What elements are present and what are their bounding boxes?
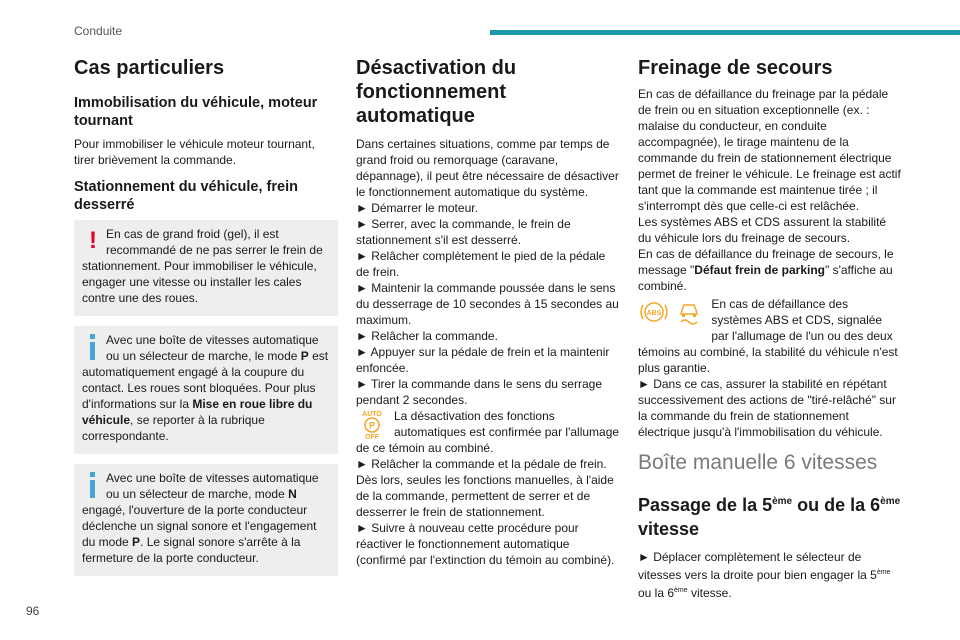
column-freinage-secours [638, 56, 902, 601]
message-label: Défaut frein de parking [694, 263, 825, 277]
abs-cds-note [638, 296, 902, 376]
step: ► Tirer la commande dans le sens du serrage pendant 2 secondes. [356, 377, 602, 407]
intro-paragraph: Dans certaines situations, comme par temps de grand froid ou remorquage (caravane, dépannage), il peut être nécessaire de désactiver le fonctionnement automatique du système. [356, 137, 619, 199]
paragraph-text: " s'affiche au combiné. [638, 263, 893, 293]
step-text: vitesse. [687, 586, 732, 600]
title-part: ou de la 6 [792, 495, 881, 515]
section-heading: Boîte manuelle 6 vitesses [638, 451, 878, 474]
info-text: engagé, l'ouverture de la porte conducteur déclenche un signal sonore et l'engagement du mode [82, 503, 317, 549]
warning-text: En cas de grand froid (gel), il est recommandé de ne pas serrer le frein de stationnement. Pour immobiliser le véhicule, engager une vitesse ou installer les cales contre une des roues. [82, 227, 323, 305]
cds-warning-icon [673, 296, 705, 328]
svg-text:AUTO: AUTO [362, 411, 382, 418]
mode-label: P [132, 535, 141, 549]
title-part: Passage de la 5 [638, 495, 773, 515]
info-text: . Le signal sonore s'arrête à la fermeture de la porte conducteur. [82, 535, 301, 565]
step: ► Démarrer le moteur. [356, 201, 478, 215]
section-title: Cas particuliers [74, 57, 225, 79]
section-title: Freinage de secours [638, 57, 833, 79]
info-icon [82, 332, 104, 364]
subheading-immobilisation: Immobilisation du véhicule, moteur tournant [74, 95, 318, 129]
superscript: ème [880, 496, 901, 507]
subsection-title [638, 490, 902, 541]
step: ► Relâcher la commande. [356, 329, 498, 343]
title-part: vitesse [638, 519, 700, 539]
header-accent-bar [490, 30, 960, 35]
step: ► Relâcher complètement le pied de la pédale de frein. [356, 249, 606, 279]
info-text: est automatiquement engagé à la coupure du contact. Les roues sont bloquées. Pour plus d'informations sur la [82, 349, 329, 411]
svg-text:OFF: OFF [365, 434, 379, 440]
superscript: ème [876, 569, 891, 576]
paragraph: Les systèmes ABS et CDS assurent la stabilité du véhicule lors du freinage de secours. [638, 215, 887, 245]
note-text: En cas de défaillance des systèmes ABS et CDS, signalée par l'allumage de l'un ou des deux témoins au combiné, la stabilité du véhicule n'est plus garantie. [638, 297, 898, 375]
superscript: ème [772, 496, 793, 507]
column-cas-particuliers [74, 56, 338, 586]
step-text: ► Déplacer complètement le sélecteur de vitesses vers la droite pour bien engager la 5 [638, 550, 877, 582]
exclamation-icon: ! [89, 227, 97, 254]
section-title: Désactivation du fonctionnement automatique [356, 57, 517, 127]
paragraph-text: En cas de défaillance du freinage de secours, le message " [638, 247, 894, 277]
superscript: ème [674, 587, 688, 594]
page-number: 96 [26, 604, 40, 618]
paragraph: En cas de défaillance du freinage par la pédale de frein ou en situation exceptionnelle (ex. : malaise du conducteur, en conduite accompagnée), le tirage maintenu de la commande du frein de stationnement électrique permet de freiner le véhicule. Le freinage est actif tant que la commande est maintenue tirée ; il s'interrompt dès que celle-ci est relâchée. [638, 87, 901, 213]
info-box-mode-p [74, 326, 338, 454]
info-icon [82, 470, 104, 502]
info-text: , se reporter à la rubrique correspondante. [82, 413, 265, 443]
info-text: Avec une boîte de vitesses automatique ou un sélecteur de marche, mode [106, 471, 319, 501]
info-text: Avec une boîte de vitesses automatique ou un sélecteur de marche, le mode [106, 333, 319, 363]
cross-reference: Mise en roue libre du véhicule [82, 397, 313, 427]
running-header: Conduite [74, 24, 123, 38]
note-text: La désactivation des fonctions automatiques est confirmée par l'allumage de ce témoin au combiné. [356, 409, 620, 455]
paragraph [638, 246, 902, 294]
auto-off-warning-icon [356, 408, 388, 440]
step: ► Suivre à nouveau cette procédure pour réactiver le fonctionnement automatique (confirmé par l'extinction du témoin au combiné). [356, 521, 615, 567]
step: ► Appuyer sur la pédale de frein et la maintenir enfoncée. [356, 345, 610, 375]
paragraph: Dès lors, seules les fonctions manuelles, à l'aide de la commande, permettent de serrer et de desserrer le frein de stationnement. [356, 473, 614, 519]
step: ► Maintenir la commande poussée dans le sens du desserrage de 10 secondes à 15 secondes au maximum. [356, 281, 619, 327]
step-text: ou la 6 [638, 586, 675, 600]
paragraph-immobilisation: Pour immobiliser le véhicule moteur tournant, tirer brièvement la commande. [74, 137, 315, 167]
subheading-stationnement: Stationnement du véhicule, frein desserré [74, 179, 298, 213]
mode-label: N [288, 487, 297, 501]
step: ► Serrer, avec la commande, le frein de stationnement s'il est desserré. [356, 217, 571, 247]
auto-off-note [356, 408, 620, 456]
step [638, 549, 902, 601]
step: ► Dans ce cas, assurer la stabilité en répétant successivement des actions de "tiré-relâché" sur la commande du frein de stationnement électrique jusqu'à l'immobilisation du véhicule. [638, 377, 896, 439]
svg-text:P: P [368, 420, 376, 431]
step: ► Relâcher la commande et la pédale de frein. [356, 457, 607, 471]
abs-warning-icon [638, 296, 670, 328]
svg-text:ABS: ABS [646, 310, 662, 317]
mode-label: P [300, 349, 309, 363]
warning-icons [638, 296, 705, 332]
column-desactivation [356, 56, 620, 568]
info-box-mode-n [74, 464, 338, 576]
warning-box [74, 220, 338, 316]
